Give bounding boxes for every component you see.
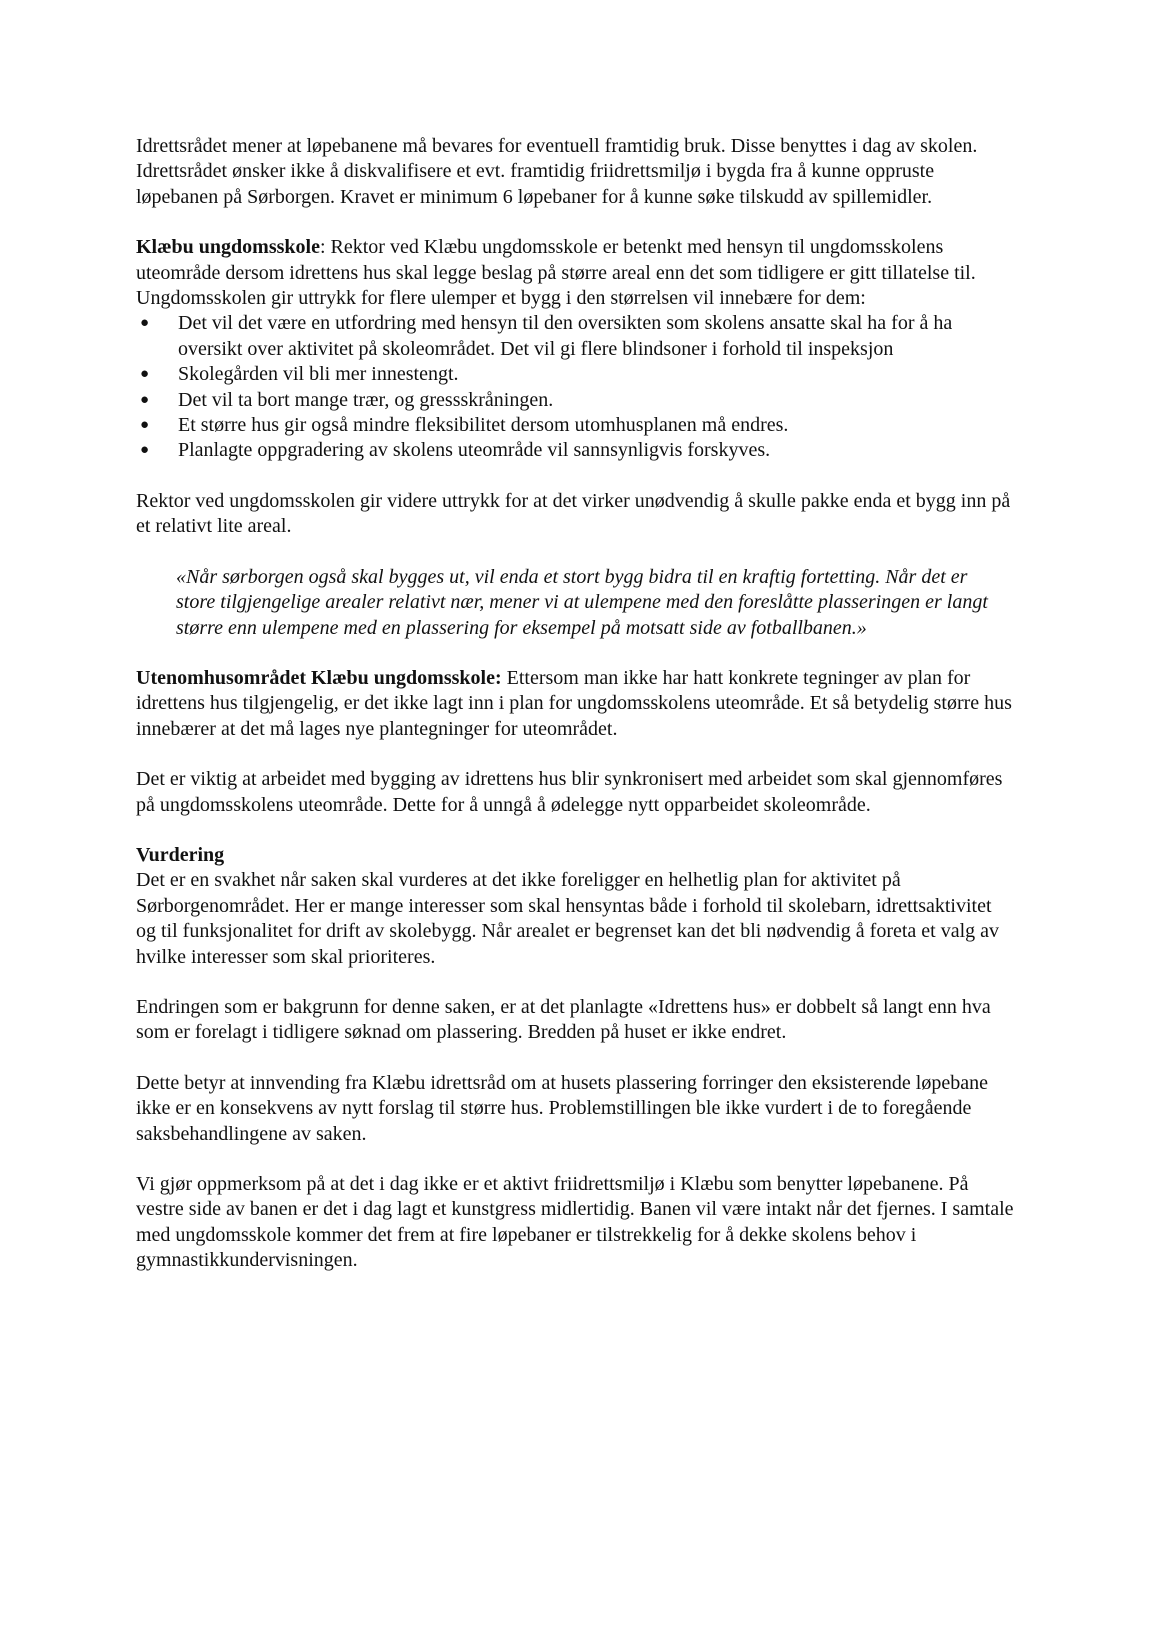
bullet-icon: ● — [140, 366, 150, 383]
list-item-text: Det vil ta bort mange trær, og gressskråningen. — [178, 388, 554, 411]
paragraph-rektor: Rektor ved ungdomsskolen gir videre uttrykk for at det virker unødvendig å skulle pakke enda et bygg inn på et relativt lite areal. — [136, 489, 1011, 538]
bullet-icon: ● — [140, 315, 150, 332]
bullet-icon: ● — [140, 417, 150, 434]
ulemper-list — [136, 311, 1016, 463]
list-item — [136, 311, 1016, 362]
paragraph-idrettsradet: Idrettsrådet mener at løpebanene må bevares for eventuell framtidig bruk. Disse benyttes i dag av skolen. Idrettsrådet ønsker ikke å diskvalifisere et evt. framtidig friidrettsmiljø i bygda fra å kunne oppruste løpebanen på Sørborgen. Kravet er minimum 6 løpebaner for å kunne søke tilskudd av spillemidler. — [136, 135, 978, 208]
list-item-text: Skolegården vil bli mer innestengt. — [178, 363, 459, 386]
bullet-icon: ● — [140, 391, 150, 408]
section-text-klaebu: : Rektor ved Klæbu ungdomsskole er betenkt med hensyn til ungdomsskolens uteområde dersom idrettens hus skal legge beslag på større areal enn det som tidligere er gitt tillatelse til. Ungdomsskolen gir uttrykk for flere ulemper et bygg i den størrelsen vil innebære for dem: — [136, 236, 976, 310]
section-label-klaebu: Klæbu ungdomsskole — [136, 236, 320, 259]
list-item-text: Planlagte oppgradering av skolens uteområde vil sannsynligvis forskyves. — [178, 439, 771, 462]
block-quote: «Når sørborgen også skal bygges ut, vil enda et stort bygg bidra til en kraftig fortetting. Når det er store tilgjengelige arealer relativt nær, mener vi at ulempene med den foreslåtte plasseringen er langt større enn ulempene med en plassering for eksempel på motsatt side av fotballbanen.» — [176, 565, 988, 639]
paragraph-klaebu-ungdomsskole — [136, 235, 1016, 311]
paragraph-endringen: Endringen som er bakgrunn for denne saken, er at det planlagte «Idrettens hus» er dobbelt så langt enn hva som er forelagt i tidligere søknad om plassering. Bredden på huset er ikke endret. — [136, 995, 991, 1044]
paragraph-viktig: Det er viktig at arbeidet med bygging av idrettens hus blir synkronisert med arbeidet som skal gjennomføres på ungdomsskolens uteområde. Dette for å unngå å ødelegge nytt opparbeidet skoleområde. — [136, 768, 1003, 816]
section-label-utenomhus: Utenomhusområdet Klæbu ungdomsskole: — [136, 666, 502, 689]
bullet-icon: ● — [140, 442, 150, 459]
list-item — [136, 438, 1016, 463]
paragraph-vi-gjor: Vi gjør oppmerksom på at det i dag ikke er et aktivt friidrettsmiljø i Klæbu som benytter løpebanene. På vestre side av banen er det i dag lagt et kunstgress midlertidig. Banen vil være intakt når det fjernes. I samtale med ungdomsskole kommer det frem at fire løpebaner er tilstrekkelig for å dekke skolens behov i gymnastikkundervisningen. — [136, 1173, 1014, 1272]
paragraph-utenomhusomradet — [136, 666, 1016, 742]
paragraph-vurdering: Det er en svakhet når saken skal vurderes at det ikke foreligger en helhetlig plan for aktivitet på Sørborgenområdet. Her er mange interesser som skal hensyntas både i forhold til skolebarn, idrettsaktivitet og til funksjonalitet for drift av skolebygg. Når arealet er begrenset kan det bli nødvendig å foreta et valg av hvilke interesser som skal prioriteres. — [136, 869, 1000, 968]
paragraph-dette: Dette betyr at innvending fra Klæbu idrettsråd om at husets plassering forringer den eksisterende løpebane ikke er en konsekvens av nytt forslag til større hus. Problemstillingen ble ikke vurdert i de to foregående saksbehandlingene av saken. — [136, 1071, 988, 1145]
list-item-text: Et større hus gir også mindre fleksibilitet dersom utomhusplanen må endres. — [178, 414, 789, 437]
document-body — [136, 134, 1016, 1274]
heading-vurdering: Vurdering — [136, 843, 225, 866]
list-item — [136, 362, 1016, 387]
list-item — [136, 413, 1016, 438]
list-item-text: Det vil det være en utfordring med hensyn til den oversikten som skolens ansatte skal ha for å ha oversikt over aktivitet på skoleområdet. Det vil gi flere blindsoner i forhold til inspeksjon — [178, 312, 953, 360]
list-item — [136, 388, 1016, 413]
section-text-utenomhus: Ettersom man ikke har hatt konkrete tegninger av plan for idrettens hus tilgjengelig, er det ikke lagt inn i plan for ungdomsskolens uteområde. Et så betydelig større hus innebærer at det må lages nye plantegninger for uteområdet. — [136, 666, 1012, 740]
